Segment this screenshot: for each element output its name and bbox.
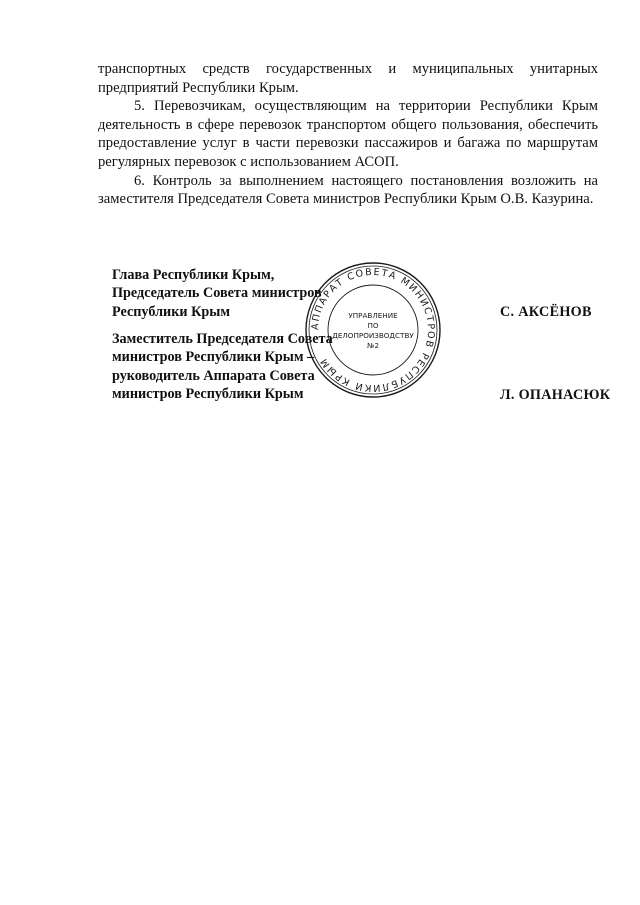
official-stamp: [303, 260, 443, 400]
signature-title-deputy: [112, 330, 333, 404]
paragraph-item-6: 6. Контроль за выполнением настоящего постановления возложить на заместителя Председателя Совета министров Республики Крым О.В. Казурина.: [98, 172, 598, 208]
paragraph-item-5: 5. Перевозчикам, осуществляющим на территории Республики Крым деятельность в сфере перевозок транспортом общего пользования, обеспечить предоставление услуг в части перевозки пассажиров и багажа по маршрутам регулярных перевозок с использованием АСОП.: [98, 98, 598, 170]
stamp-center-line: №2: [366, 341, 380, 350]
signature-title-line: Республики Крым: [112, 303, 231, 320]
signature-title-head: [112, 266, 322, 321]
document-body: [98, 60, 598, 209]
stamp-center-line: ДЕЛОПРОИЗВОДСТВУ: [332, 331, 414, 340]
stamp-center-line: ПО: [367, 321, 379, 330]
stamp-center-line: УПРАВЛЕНИЕ: [348, 311, 398, 320]
signature-title-line: Председатель Совета министров: [112, 285, 322, 302]
signature-title-line: Глава Республики Крым,: [112, 267, 275, 283]
paragraph-continuation: транспортных средств государственных и муниципальных унитарных предприятий Республики Крым.: [98, 61, 598, 96]
stamp-ring-text: АППАРАТ СОВЕТА МИНИСТРОВ РЕСПУБЛИКИ КРЫМ: [309, 266, 437, 394]
signature-title-line: министров Республики Крым –: [112, 349, 315, 366]
signature-title-line: руководитель Аппарата Совета: [112, 367, 315, 384]
svg-text:АППАРАТ СОВЕТА МИНИСТРОВ РЕСПУ: [310, 267, 436, 393]
signature-title-line: Заместитель Председателя Совета: [112, 331, 333, 347]
signature-title-line: министров Республики Крым: [112, 386, 304, 403]
signature-name-head: С. АКСЁНОВ: [500, 304, 592, 320]
signature-name-deputy: Л. ОПАНАСЮК: [500, 387, 611, 403]
